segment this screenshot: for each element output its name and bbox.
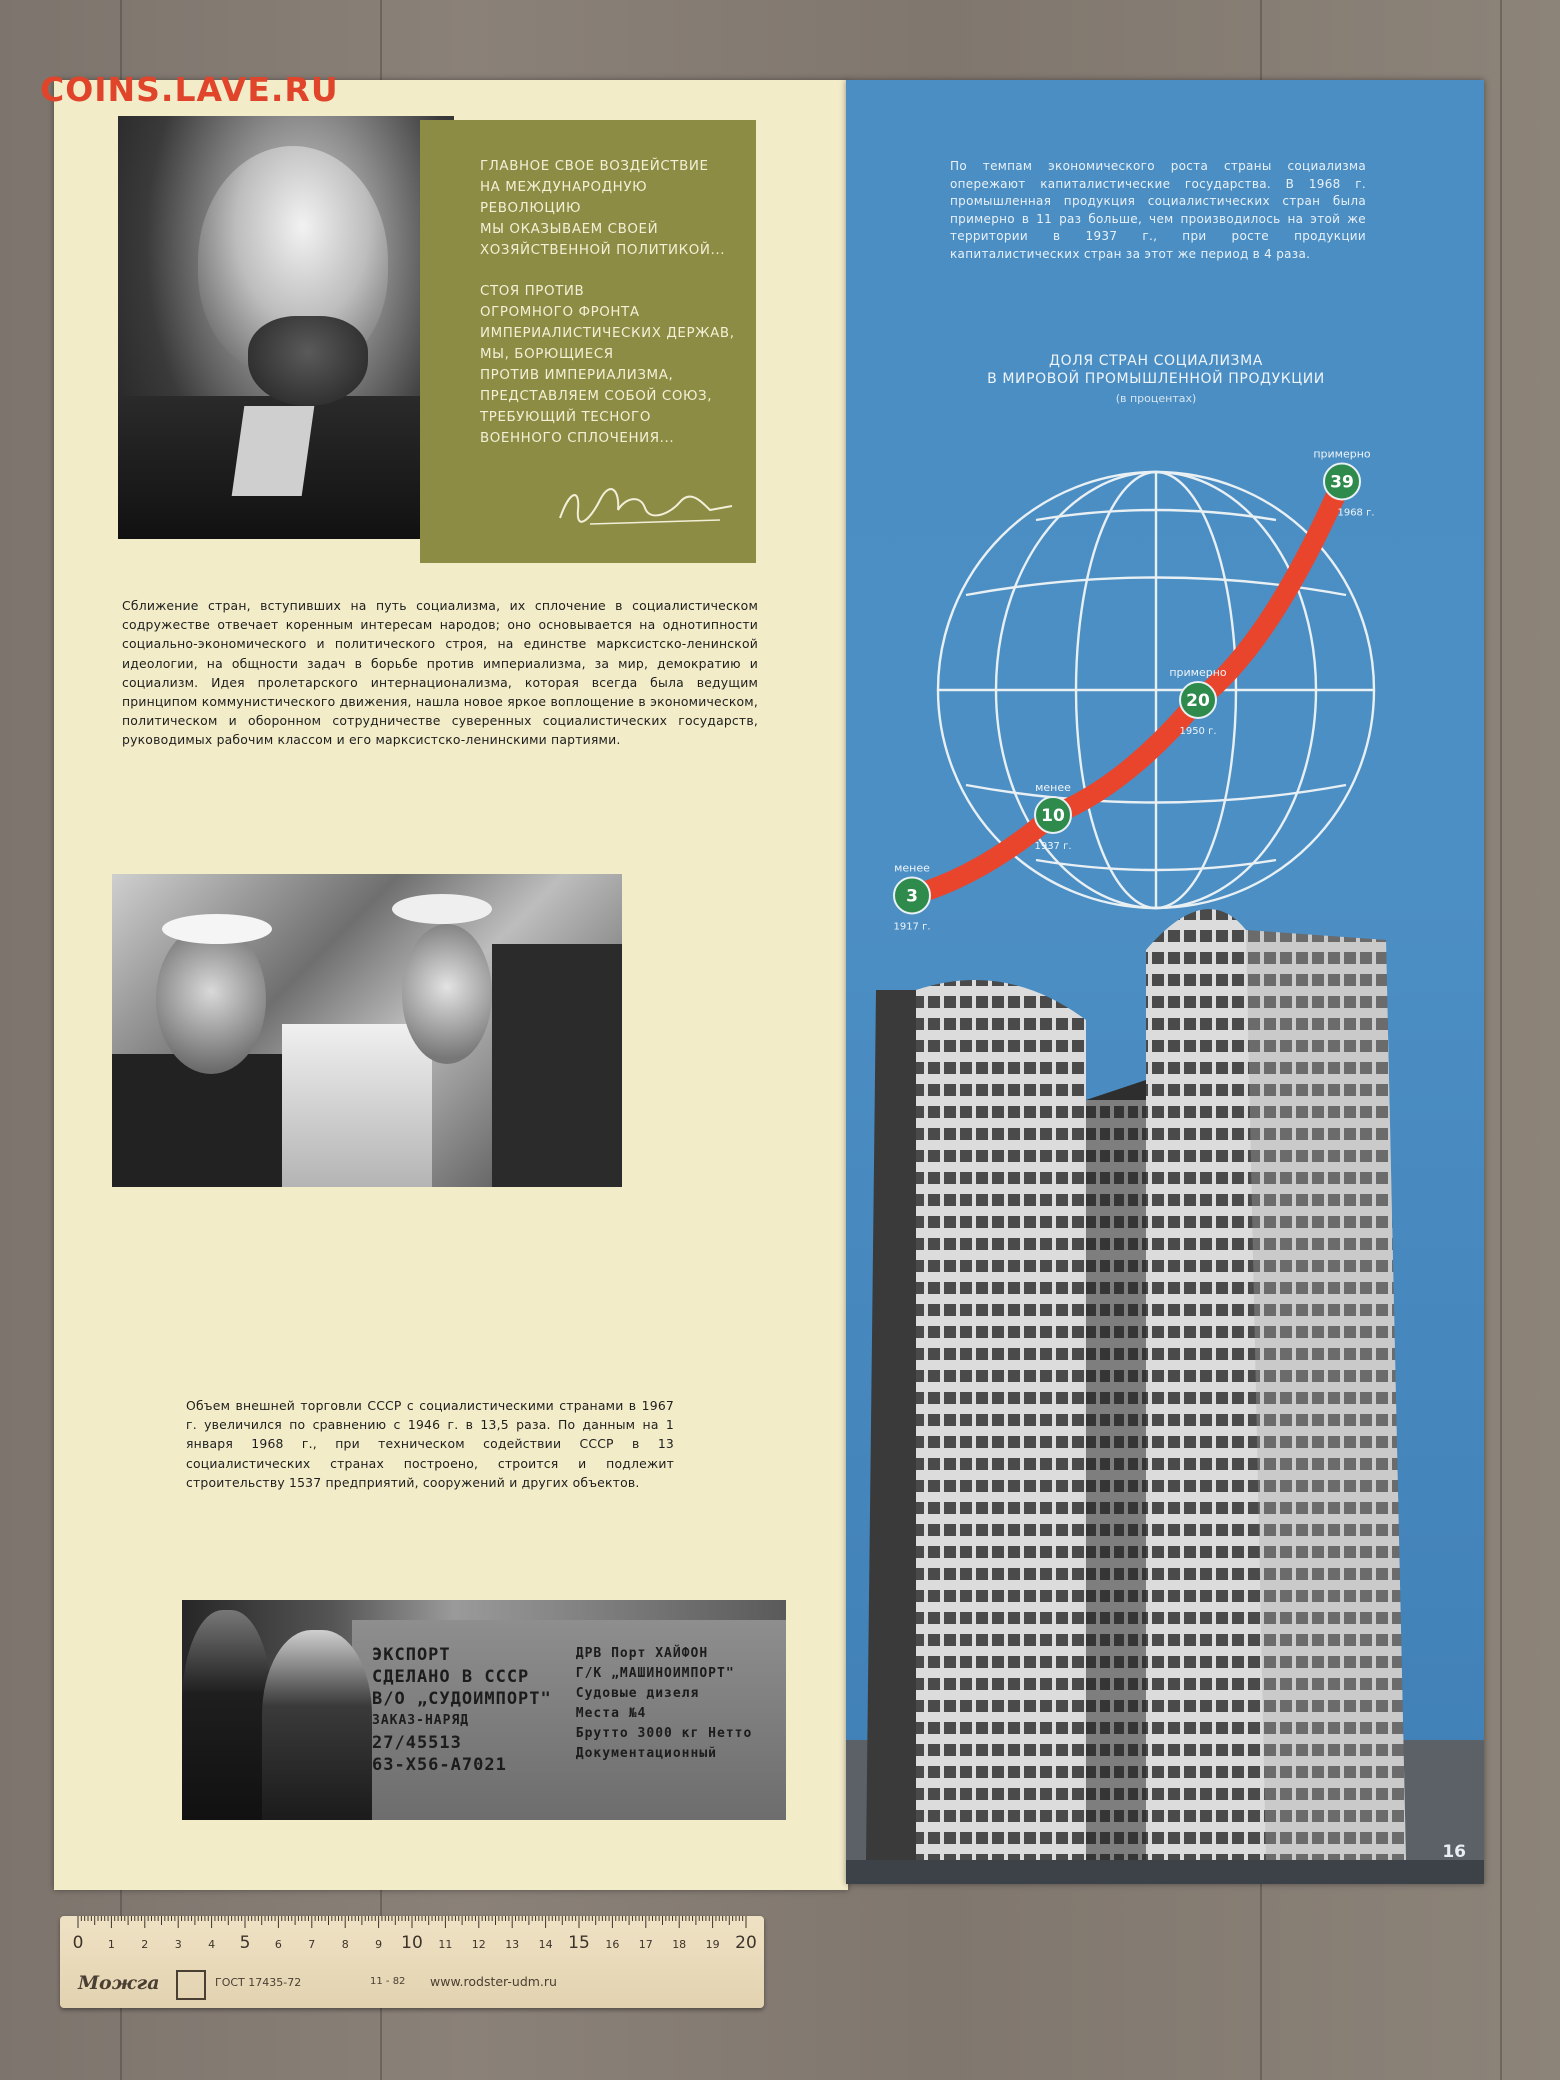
page-number: 16 — [1442, 1842, 1466, 1862]
data-point-qualifier: менее — [1035, 781, 1071, 794]
quote-text: ГЛАВНОЕ СВОЕ ВОЗДЕЙСТВИЕ НА МЕЖДУНАРОДНУЮ РЕВОЛЮЦИЮ МЫ ОКАЗЫВАЕМ СВОЕЙ ХОЗЯЙСТВЕННОЙ ПОЛИТИКОЙ... СТОЯ ПРОТИВ ОГРОМНОГО ФРОНТА ИМПЕРИАЛИСТИЧЕСКИХ ДЕРЖАВ, МЫ, БОРЮЩИЕСЯ ПРОТИВ ИМПЕРИАЛИЗМА, ПРЕДСТАВЛЯЕМ СОБОЙ СОЮЗ, ТРЕБУЮЩИЙ ТЕСНОГО ВОЕННОГО СПЛОЧЕНИЯ... — [480, 159, 735, 446]
sailors-photo — [112, 874, 622, 1187]
data-point-year: 1950 г. — [1179, 726, 1217, 737]
ruler-gost: ГОСТ 17435-72 — [215, 1976, 302, 1989]
ruler-tick-label: 0 — [72, 1933, 84, 1953]
ruler-tick-label: 11 — [438, 1938, 453, 1951]
portrait-photo — [118, 116, 454, 539]
ruler-tick-label: 15 — [568, 1933, 590, 1953]
comecon-building — [846, 860, 1484, 1884]
ruler-tick-label: 19 — [705, 1938, 720, 1951]
ruler-tick-label: 16 — [605, 1938, 620, 1951]
ruler-tick-label: 9 — [375, 1938, 383, 1951]
ruler-date: 11 - 82 — [370, 1976, 406, 1987]
ruler-tick-label: 7 — [308, 1938, 316, 1951]
export-crate-photo — [182, 1600, 786, 1820]
ruler-tick-label: 13 — [505, 1938, 520, 1951]
ruler-brand: Можга — [78, 1972, 160, 1994]
signature — [550, 480, 740, 530]
paragraph-foreign-trade: Объем внешней торговли СССР с социалистическими странами в 1967 г. увеличился по сравнению с 1946 г. в 13,5 раза. По данным на 1 января 1968 г., при техническом содействии СССР в 13 социалистических странах построено, строится и подлежит строительству 1537 предприятий, сооружений и других объектов. — [186, 1398, 674, 1490]
chart-subtitle: (в процентах) — [1115, 392, 1197, 405]
ruler-tick-label: 8 — [341, 1938, 349, 1951]
data-point-qualifier: примерно — [1169, 666, 1227, 679]
ruler-tick-label: 2 — [141, 1938, 149, 1951]
ruler-tick-label: 18 — [672, 1938, 687, 1951]
poster-right-page — [846, 80, 1484, 1884]
ruler-tick-label: 10 — [401, 1933, 423, 1953]
poster-left-page — [54, 80, 848, 1890]
floor-board-line — [1500, 0, 1502, 2080]
watermark: COINS.LAVE.RU — [40, 70, 339, 109]
ruler-tick-label: 3 — [174, 1938, 182, 1951]
data-point-value: 10 — [1041, 806, 1065, 826]
ruler-tick-label: 6 — [274, 1938, 282, 1951]
quote-block — [420, 120, 756, 563]
ruler-tick-label: 4 — [208, 1938, 216, 1951]
chart-title: ДОЛЯ СТРАН СОЦИАЛИЗМА В МИРОВОЙ ПРОМЫШЛЕННОЙ ПРОДУКЦИИ — [987, 353, 1325, 387]
ruler-tick-label: 5 — [239, 1933, 251, 1953]
paragraph-socialist-community: Сближение стран, вступивших на путь социализма, их сплочение в социалистическом содружестве отвечает коренным интересам народов; оно основывается на однотипности социально-экономического и политического строя, на единстве марксистско-ленинской идеологии, на общности задач в борьбе против империализма, за мир, демократию и социализм. Идея пролетарского интернационализма, которая всегда была ведущим принципом коммунистического движения, нашла новое яркое воплощение в экономическом, политическом и оборонном сотрудничестве суверенных социалистических государств, руководимых рабочим классом и его марксистско-ленинскими партиями. — [122, 598, 758, 748]
data-point-value: 39 — [1330, 472, 1354, 493]
ruler — [60, 1916, 764, 2008]
data-point-year: 1917 г. — [893, 921, 931, 933]
ruler-tick-label: 14 — [538, 1938, 553, 1951]
data-point-value: 20 — [1186, 691, 1210, 711]
data-point-value: 3 — [906, 886, 918, 907]
ruler-tick-label: 1 — [107, 1938, 115, 1951]
ruler-logo-icon — [176, 1970, 206, 2000]
data-point-qualifier: примерно — [1313, 447, 1371, 461]
crate-stencil-text: ЭКСПОРТ СДЕЛАНО В СССР В/О „СУДОИМПОРТ" ЗАКАЗ-НАРЯД 27/45513 63-Х56-А7021 ДРВ Порт ХАЙФОН Г/К „МАШИНОИМПОРТ" Судовые дизеля Места №4 Брутто 3000 кг Нетто Документационный — [372, 1645, 753, 1775]
ruler-tick-label: 20 — [735, 1933, 757, 1953]
intro-paragraph: По темпам экономического роста страны социализма опережают капиталистические государства. В 1968 г. промышленная продукция социалистических стран была примерно в 11 раз больше, чем производилось на этой же территории в 1937 г., при росте продукции капиталистических стран за этот же период в 4 раза. — [950, 159, 1366, 261]
data-point-year: 1968 г. — [1337, 507, 1375, 519]
data-point-year: 1937 г. — [1034, 841, 1072, 852]
chart-area — [846, 80, 1484, 933]
data-point-qualifier: менее — [894, 861, 930, 875]
ruler-site: www.rodster-udm.ru — [430, 1974, 557, 1989]
ruler-tick-label: 17 — [638, 1938, 653, 1951]
ruler-tick-label: 12 — [471, 1938, 486, 1951]
